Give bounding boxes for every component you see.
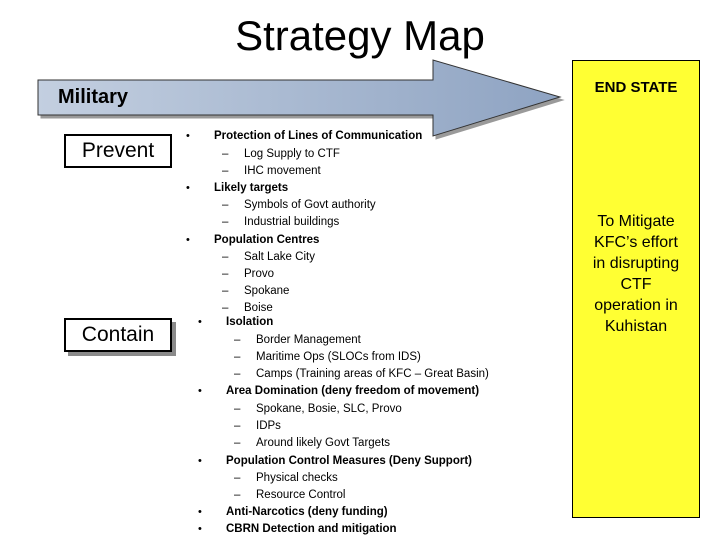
dash-icon: – — [222, 302, 229, 314]
end-state-line: CTF — [620, 276, 652, 293]
end-state-description — [573, 211, 699, 337]
dash-icon: – — [222, 268, 229, 280]
dash-icon: – — [234, 368, 241, 380]
bullet-icon: • — [186, 130, 190, 142]
contain-sub-item: – Spokane, Bosie, SLC, Provo — [234, 401, 402, 418]
dash-icon: – — [222, 165, 229, 177]
end-state-line: operation in — [594, 297, 678, 314]
dash-icon: – — [222, 199, 229, 211]
contain-item-label: Population Control Measures (Deny Support) — [226, 455, 472, 467]
bullet-icon: • — [198, 385, 202, 397]
prevent-sub-item: – Boise — [222, 300, 273, 317]
dash-icon: – — [234, 489, 241, 501]
contain-item-label: Area Domination (deny freedom of movement) — [226, 385, 480, 397]
dash-icon: – — [222, 251, 229, 263]
end-state-line: KFC’s effort — [594, 234, 678, 251]
prevent-phase-box: Prevent — [64, 134, 172, 168]
military-label: Military — [58, 86, 129, 108]
bullet-icon: • — [198, 523, 202, 535]
prevent-sub-item: – Provo — [222, 266, 274, 283]
dash-icon: – — [222, 216, 229, 228]
dash-icon: – — [234, 351, 241, 363]
prevent-sub-item: – Log Supply to CTF — [222, 146, 340, 163]
prevent-sub-item: – Spokane — [222, 283, 289, 300]
end-state-line: To Mitigate — [597, 213, 675, 230]
contain-item-label: CBRN Detection and mitigation — [226, 523, 397, 535]
bullet-icon: • — [198, 455, 202, 467]
contain-sub-item: – Border Management — [234, 332, 361, 349]
prevent-item-label: Protection of Lines of Communication — [214, 130, 423, 142]
bullet-icon: • — [198, 316, 202, 328]
contain-sub-item: – Physical checks — [234, 470, 338, 487]
end-state-line: in disrupting — [592, 255, 680, 272]
bullet-icon: • — [186, 182, 190, 194]
dash-icon: – — [222, 285, 229, 297]
bullet-icon: • — [198, 506, 202, 518]
contain-sub-item: – Camps (Training areas of KFC – Great Basin) — [234, 366, 489, 383]
dash-icon: – — [234, 334, 241, 346]
end-state-title: END STATE — [594, 79, 678, 96]
contain-sub-item: – Maritime Ops (SLOCs from IDS) — [234, 349, 421, 366]
prevent-item-label: Population Centres — [214, 234, 320, 246]
prevent-sub-item: – Symbols of Govt authority — [222, 197, 376, 214]
dash-icon: – — [234, 437, 241, 449]
dash-icon: – — [234, 420, 241, 432]
prevent-item-label: Likely targets — [214, 182, 289, 194]
prevent-sub-item: – Salt Lake City — [222, 249, 315, 266]
contain-sub-item: – Around likely Govt Targets — [234, 435, 390, 452]
contain-sub-item: – Resource Control — [234, 487, 345, 504]
bullet-icon: • — [186, 234, 190, 246]
dash-icon: – — [222, 148, 229, 160]
dash-icon: – — [234, 472, 241, 484]
prevent-sub-item: – Industrial buildings — [222, 214, 339, 231]
end-state-panel — [572, 60, 700, 518]
dash-icon: – — [234, 403, 241, 415]
end-state-line: Kuhistan — [604, 318, 668, 335]
contain-phase-box: Contain — [64, 318, 172, 352]
page-title: Strategy Map — [235, 12, 485, 59]
contain-item-label: Anti-Narcotics (deny funding) — [226, 506, 388, 518]
contain-sub-item: – IDPs — [234, 418, 281, 435]
contain-item-label: Isolation — [226, 316, 274, 328]
prevent-sub-item: – IHC movement — [222, 163, 321, 180]
